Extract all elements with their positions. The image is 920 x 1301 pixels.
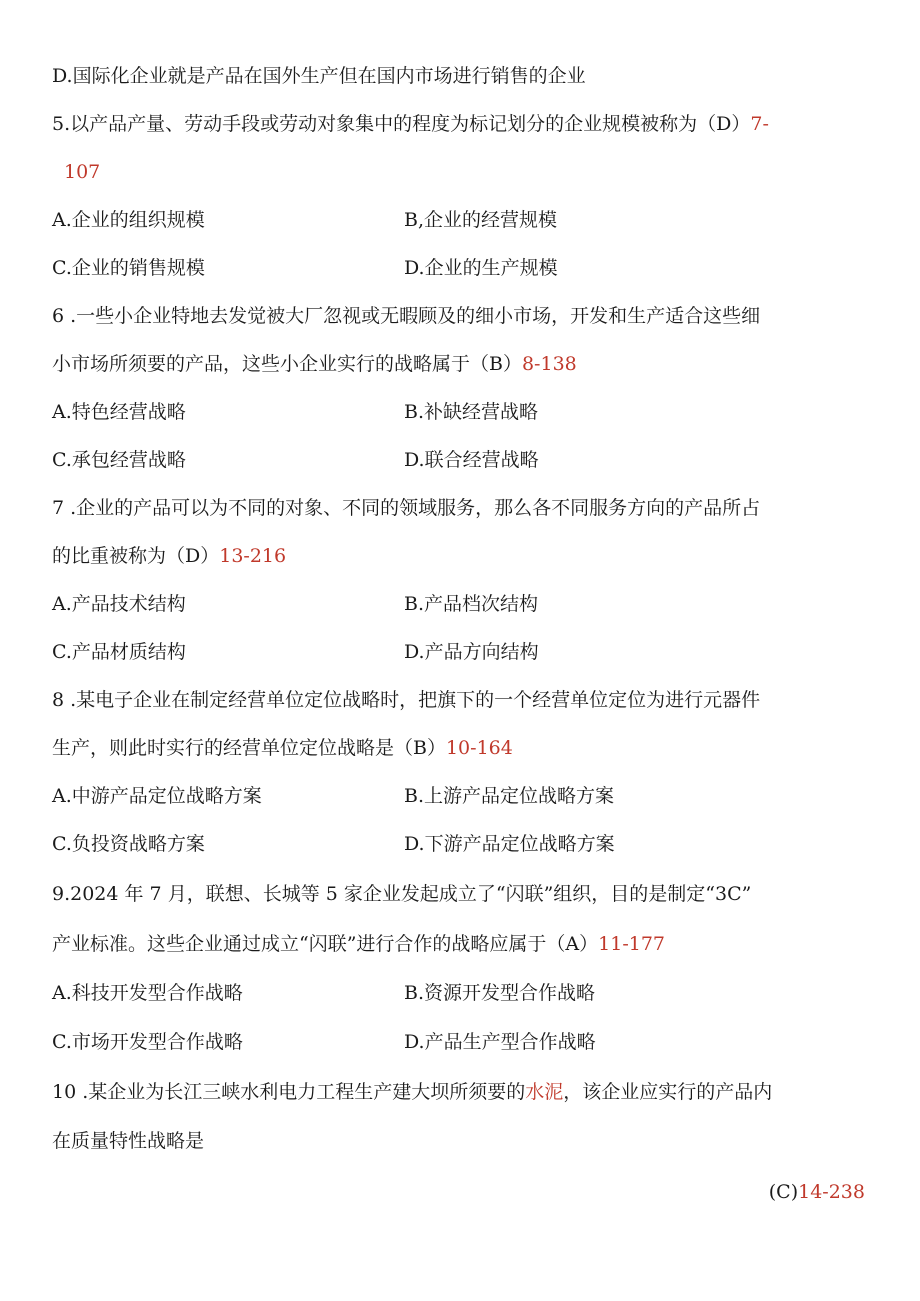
q8-option-c: C.负投资战略方案 — [52, 833, 205, 855]
q6-stem-text: 小市场所须要的产品，这些小企业实行的战略属于（B） — [52, 353, 522, 375]
q5-option-d: D.企业的生产规模 — [404, 257, 558, 279]
q8-option-b: B.上游产品定位战略方案 — [404, 785, 615, 807]
q7-stem-text: 的比重被称为（D） — [52, 545, 220, 567]
q7-page-ref: 13-216 — [219, 545, 287, 567]
q8-stem-line-1: 8 .某电子企业在制定经营单位定位战略时，把旗下的一个经营单位定位为进行元器件 — [52, 689, 761, 711]
q7-options-row-2 — [52, 638, 539, 666]
q9-option-a: A.科技开发型合作战略 — [52, 982, 243, 1004]
q10-stem-text-a: 10 .某企业为长江三峡水利电力工程生产建大坝所须要的 — [52, 1081, 526, 1103]
q4-option-d: D.国际化企业就是产品在国外生产但在国内市场进行销售的企业 — [52, 65, 586, 87]
q8-stem-text: 生产，则此时实行的经营单位定位战略是（B） — [52, 737, 446, 759]
q7-stem-line-2 — [52, 542, 286, 570]
q5-option-c: C.企业的销售规模 — [52, 257, 205, 279]
q6-options-row-1 — [52, 398, 539, 426]
q9-option-c: C.市场开发型合作战略 — [52, 1031, 243, 1053]
q10-stem-line-2: 在质量特性战略是 — [52, 1130, 205, 1152]
q6-option-a: A.特色经营战略 — [52, 401, 186, 423]
q8-page-ref: 10-164 — [445, 737, 513, 759]
q9-stem-line-2 — [52, 930, 665, 958]
q10-page-ref: 14-238 — [798, 1181, 865, 1203]
q8-option-a: A.中游产品定位战略方案 — [52, 785, 262, 807]
q5-page-ref: 7- — [750, 113, 769, 135]
q9-stem-text: 产业标准。这些企业通过成立“闪联”进行合作的战略应属于（A） — [52, 933, 599, 955]
q8-options-row-1 — [52, 782, 615, 810]
q5-option-a: A.企业的组织规模 — [52, 209, 205, 231]
q5-page-ref-b: 107 — [64, 161, 101, 183]
q5-stem-text: 5.以产品产量、劳动手段或劳动对象集中的程度为标记划分的企业规模被称为（D） — [52, 113, 751, 135]
q6-page-ref: 8-138 — [521, 353, 577, 375]
q5-stem — [52, 110, 769, 138]
q10-highlight-cement: 水泥 — [525, 1081, 564, 1103]
q9-options-row-2 — [52, 1028, 596, 1056]
q8-stem-line-2 — [52, 734, 513, 762]
q8-options-row-2 — [52, 830, 615, 858]
q6-stem-line-2 — [52, 350, 577, 378]
q5-options-row-1 — [52, 206, 558, 234]
q9-page-ref: 11-177 — [598, 933, 666, 955]
q7-option-a: A.产品技术结构 — [52, 593, 186, 615]
q5-page-ref-cont — [64, 158, 100, 186]
q10-stem-line-1 — [52, 1078, 772, 1106]
q9-option-d: D.产品生产型合作战略 — [404, 1031, 596, 1053]
q6-option-c: C.承包经营战略 — [52, 449, 186, 471]
q6-option-d: D.联合经营战略 — [404, 449, 539, 471]
q7-option-c: C.产品材质结构 — [52, 641, 186, 663]
q10-stem-text-c: ，该企业应实行的产品内 — [563, 1081, 773, 1103]
q6-options-row-2 — [52, 446, 539, 474]
q9-stem-line-1: 9.2024 年 7 月，联想、长城等 5 家企业发起成立了“闪联”组织，目的是制定“3C” — [52, 883, 752, 905]
q10-answer-line — [769, 1178, 865, 1206]
q7-stem-line-1: 7 .企业的产品可以为不同的对象、不同的领域服务，那么各不同服务方向的产品所占 — [52, 497, 761, 519]
q9-option-b: B.资源开发型合作战略 — [404, 982, 596, 1004]
q9-options-row-1 — [52, 979, 596, 1007]
q10-answer: (C) — [768, 1181, 799, 1203]
q6-stem-line-1: 6 .一些小企业特地去发觉被大厂忽视或无暇顾及的细小市场，开发和生产适合这些细 — [52, 305, 761, 327]
q8-option-d: D.下游产品定位战略方案 — [404, 833, 615, 855]
q7-option-d: D.产品方向结构 — [404, 641, 539, 663]
q6-option-b: B.补缺经营战略 — [404, 401, 539, 423]
q5-options-row-2 — [52, 254, 558, 282]
q7-option-b: B.产品档次结构 — [404, 593, 539, 615]
q5-option-b: B,企业的经营规模 — [404, 209, 558, 231]
q7-options-row-1 — [52, 590, 539, 618]
